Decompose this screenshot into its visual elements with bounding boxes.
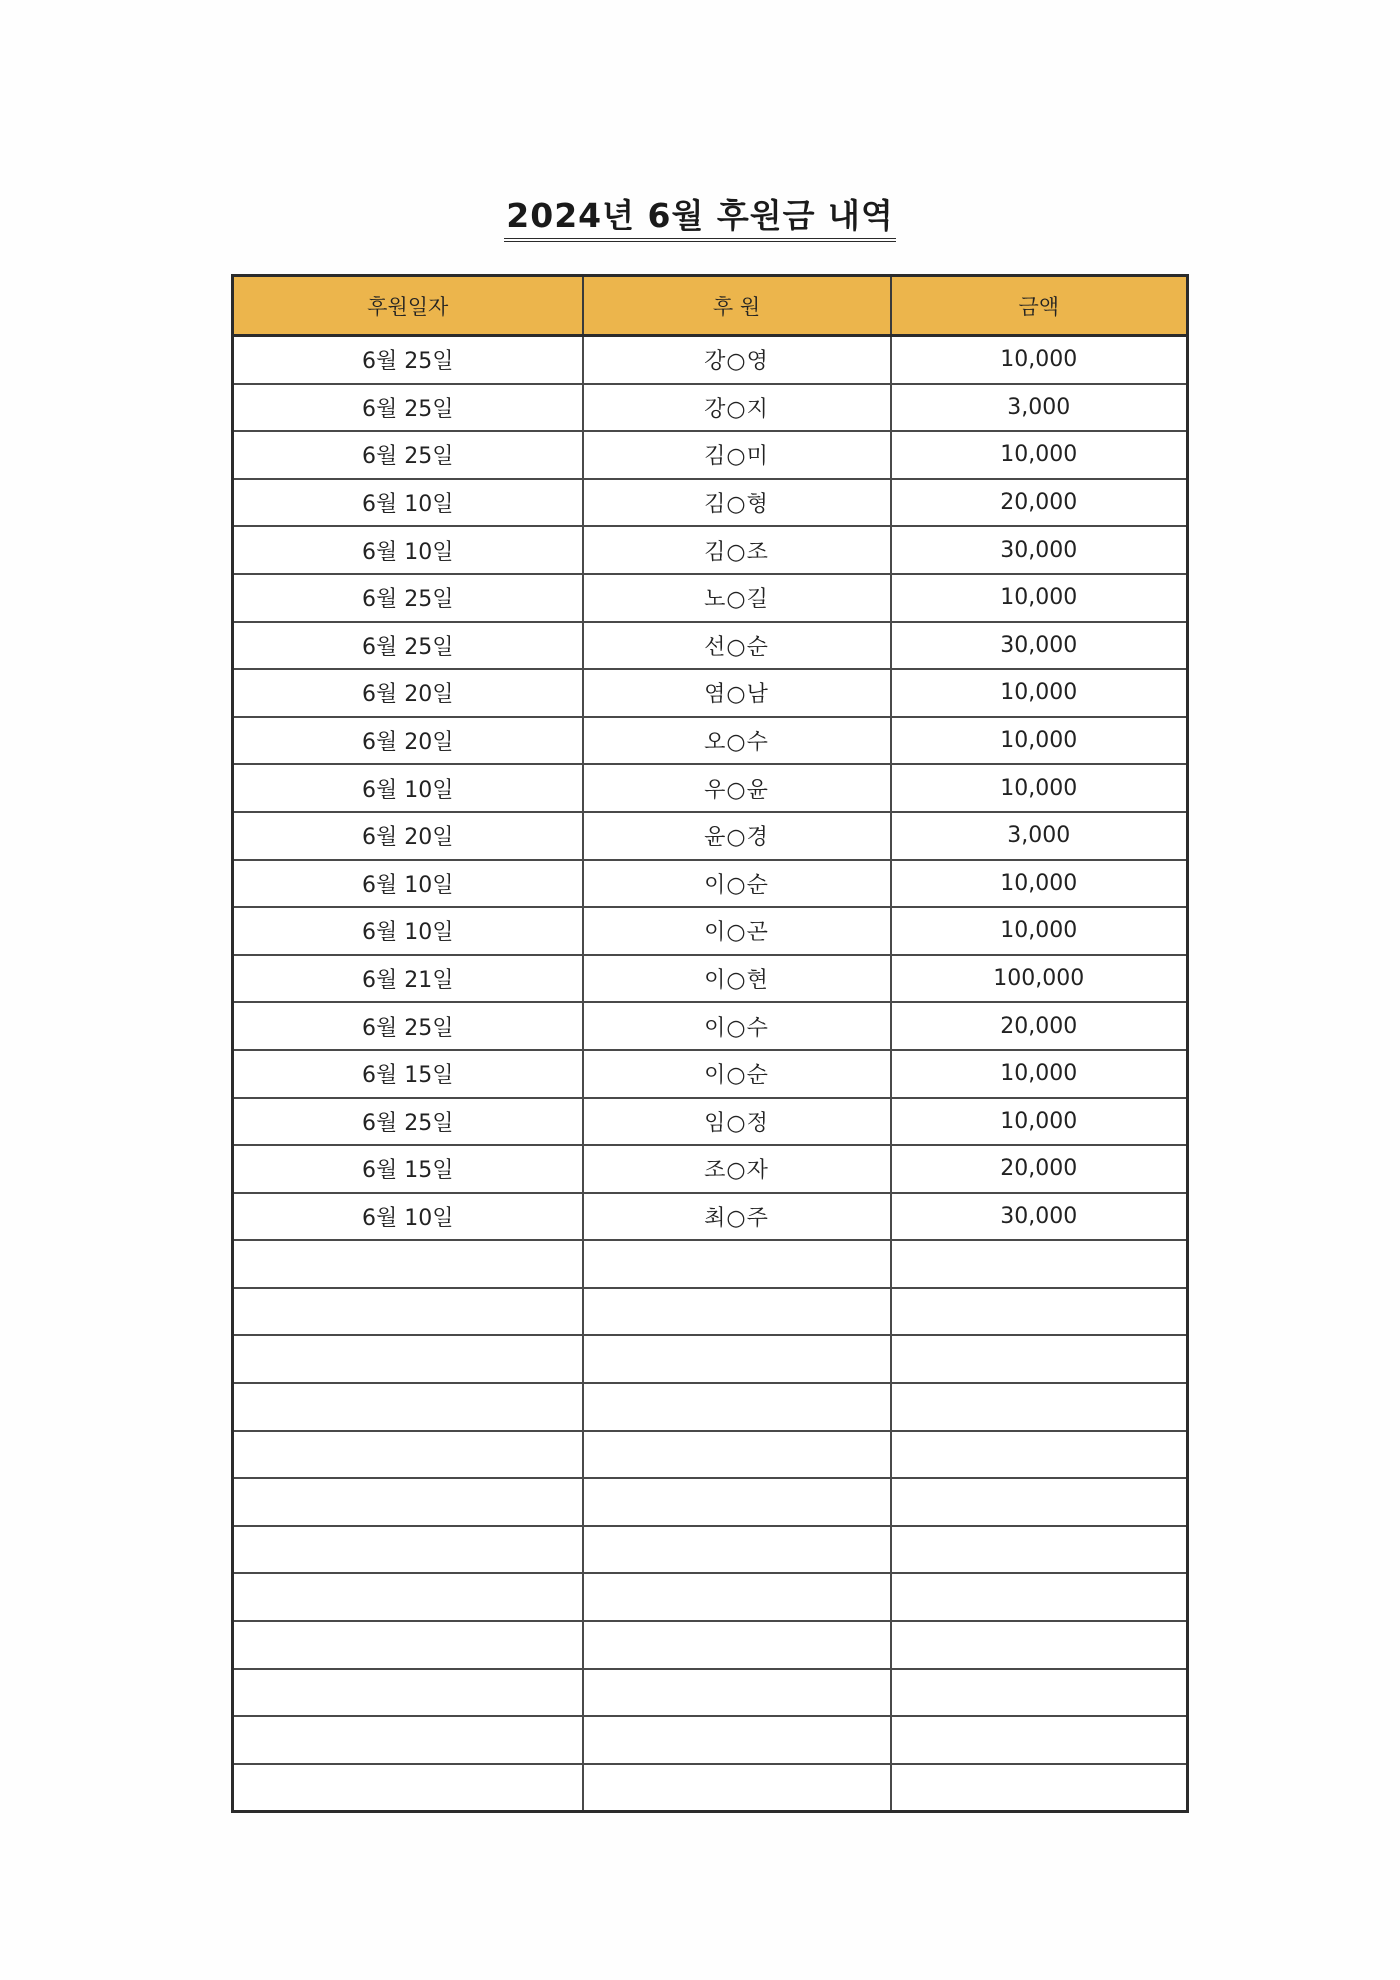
cell-donor: 강○지 bbox=[583, 384, 891, 432]
cell-donor bbox=[583, 1240, 891, 1288]
cell-date bbox=[233, 1526, 583, 1574]
table-row bbox=[233, 336, 1188, 384]
cell-amount: 10,000 bbox=[891, 431, 1188, 479]
cell-amount: 10,000 bbox=[891, 860, 1188, 908]
table-row bbox=[233, 907, 1188, 955]
cell-donor: 조○자 bbox=[583, 1145, 891, 1193]
cell-donor: 이○순 bbox=[583, 860, 891, 908]
cell-amount: 10,000 bbox=[891, 574, 1188, 622]
cell-date bbox=[233, 1621, 583, 1669]
cell-donor bbox=[583, 1764, 891, 1812]
document-title-wrapper bbox=[0, 196, 1400, 242]
cell-donor: 염○남 bbox=[583, 669, 891, 717]
header-amount: 금액 bbox=[891, 276, 1188, 336]
cell-amount: 10,000 bbox=[891, 1098, 1188, 1146]
cell-date: 6월 25일 bbox=[233, 336, 583, 384]
cell-date: 6월 10일 bbox=[233, 860, 583, 908]
cell-date: 6월 25일 bbox=[233, 431, 583, 479]
cell-donor bbox=[583, 1288, 891, 1336]
cell-date: 6월 25일 bbox=[233, 384, 583, 432]
cell-donor: 오○수 bbox=[583, 717, 891, 765]
cell-amount: 20,000 bbox=[891, 1145, 1188, 1193]
cell-amount: 10,000 bbox=[891, 764, 1188, 812]
cell-amount bbox=[891, 1383, 1188, 1431]
cell-donor bbox=[583, 1716, 891, 1764]
document-title: 2024년 6월 후원금 내역 bbox=[504, 196, 895, 242]
cell-date bbox=[233, 1478, 583, 1526]
cell-donor: 우○윤 bbox=[583, 764, 891, 812]
cell-donor: 이○현 bbox=[583, 955, 891, 1003]
cell-amount: 3,000 bbox=[891, 812, 1188, 860]
table-row bbox=[233, 1193, 1188, 1241]
cell-date bbox=[233, 1335, 583, 1383]
cell-amount: 10,000 bbox=[891, 907, 1188, 955]
cell-amount bbox=[891, 1478, 1188, 1526]
cell-date: 6월 20일 bbox=[233, 669, 583, 717]
cell-amount bbox=[891, 1431, 1188, 1479]
table-header-row bbox=[233, 276, 1188, 336]
cell-donor: 이○수 bbox=[583, 1002, 891, 1050]
donation-table bbox=[231, 274, 1189, 1813]
table-row bbox=[233, 812, 1188, 860]
cell-date: 6월 10일 bbox=[233, 526, 583, 574]
cell-date bbox=[233, 1669, 583, 1717]
table-row bbox=[233, 1526, 1188, 1574]
cell-amount bbox=[891, 1573, 1188, 1621]
table-row bbox=[233, 1288, 1188, 1336]
cell-donor bbox=[583, 1526, 891, 1574]
table-row bbox=[233, 384, 1188, 432]
table-row bbox=[233, 1669, 1188, 1717]
table-row bbox=[233, 1716, 1188, 1764]
table-row bbox=[233, 622, 1188, 670]
cell-amount bbox=[891, 1335, 1188, 1383]
table-row bbox=[233, 431, 1188, 479]
cell-donor: 노○길 bbox=[583, 574, 891, 622]
cell-date bbox=[233, 1764, 583, 1812]
table-row bbox=[233, 574, 1188, 622]
table-row bbox=[233, 1240, 1188, 1288]
table-row bbox=[233, 1478, 1188, 1526]
cell-donor: 임○정 bbox=[583, 1098, 891, 1146]
cell-donor bbox=[583, 1383, 891, 1431]
cell-amount: 30,000 bbox=[891, 1193, 1188, 1241]
cell-amount: 20,000 bbox=[891, 1002, 1188, 1050]
cell-amount: 30,000 bbox=[891, 526, 1188, 574]
table-row bbox=[233, 1621, 1188, 1669]
cell-date bbox=[233, 1716, 583, 1764]
table-row bbox=[233, 717, 1188, 765]
table-row bbox=[233, 479, 1188, 527]
cell-amount bbox=[891, 1716, 1188, 1764]
cell-date: 6월 20일 bbox=[233, 812, 583, 860]
cell-donor bbox=[583, 1621, 891, 1669]
table-row bbox=[233, 1383, 1188, 1431]
cell-donor bbox=[583, 1669, 891, 1717]
table-row bbox=[233, 1098, 1188, 1146]
table-row bbox=[233, 1002, 1188, 1050]
cell-amount: 3,000 bbox=[891, 384, 1188, 432]
cell-donor: 이○곤 bbox=[583, 907, 891, 955]
cell-date: 6월 15일 bbox=[233, 1145, 583, 1193]
cell-amount bbox=[891, 1764, 1188, 1812]
table-row bbox=[233, 1573, 1188, 1621]
cell-date bbox=[233, 1240, 583, 1288]
cell-donor bbox=[583, 1573, 891, 1621]
table-row bbox=[233, 526, 1188, 574]
cell-amount bbox=[891, 1621, 1188, 1669]
table-row bbox=[233, 1335, 1188, 1383]
cell-date bbox=[233, 1383, 583, 1431]
cell-date: 6월 10일 bbox=[233, 1193, 583, 1241]
table-row bbox=[233, 669, 1188, 717]
cell-donor: 이○순 bbox=[583, 1050, 891, 1098]
cell-amount: 10,000 bbox=[891, 1050, 1188, 1098]
cell-amount bbox=[891, 1669, 1188, 1717]
cell-date bbox=[233, 1288, 583, 1336]
cell-donor: 선○순 bbox=[583, 622, 891, 670]
table-row bbox=[233, 1431, 1188, 1479]
cell-date: 6월 25일 bbox=[233, 1002, 583, 1050]
cell-date: 6월 10일 bbox=[233, 479, 583, 527]
cell-amount: 10,000 bbox=[891, 717, 1188, 765]
cell-amount: 30,000 bbox=[891, 622, 1188, 670]
header-donor: 후 원 bbox=[583, 276, 891, 336]
cell-amount bbox=[891, 1526, 1188, 1574]
cell-amount: 20,000 bbox=[891, 479, 1188, 527]
cell-date: 6월 10일 bbox=[233, 764, 583, 812]
cell-donor: 김○조 bbox=[583, 526, 891, 574]
cell-date: 6월 21일 bbox=[233, 955, 583, 1003]
cell-date bbox=[233, 1573, 583, 1621]
cell-date: 6월 25일 bbox=[233, 622, 583, 670]
table-row bbox=[233, 1145, 1188, 1193]
cell-donor: 김○형 bbox=[583, 479, 891, 527]
cell-amount bbox=[891, 1240, 1188, 1288]
table-row bbox=[233, 764, 1188, 812]
cell-amount: 100,000 bbox=[891, 955, 1188, 1003]
cell-donor bbox=[583, 1431, 891, 1479]
cell-date: 6월 20일 bbox=[233, 717, 583, 765]
cell-donor: 최○주 bbox=[583, 1193, 891, 1241]
cell-amount bbox=[891, 1288, 1188, 1336]
table-row bbox=[233, 1764, 1188, 1812]
cell-date: 6월 10일 bbox=[233, 907, 583, 955]
cell-amount: 10,000 bbox=[891, 669, 1188, 717]
table-row bbox=[233, 1050, 1188, 1098]
table-row bbox=[233, 860, 1188, 908]
table-body bbox=[233, 336, 1188, 1812]
cell-donor bbox=[583, 1335, 891, 1383]
table-row bbox=[233, 955, 1188, 1003]
cell-amount: 10,000 bbox=[891, 336, 1188, 384]
cell-donor: 강○영 bbox=[583, 336, 891, 384]
cell-donor: 윤○경 bbox=[583, 812, 891, 860]
cell-donor bbox=[583, 1478, 891, 1526]
cell-donor: 김○미 bbox=[583, 431, 891, 479]
cell-date: 6월 25일 bbox=[233, 1098, 583, 1146]
cell-date: 6월 15일 bbox=[233, 1050, 583, 1098]
cell-date bbox=[233, 1431, 583, 1479]
header-date: 후원일자 bbox=[233, 276, 583, 336]
cell-date: 6월 25일 bbox=[233, 574, 583, 622]
